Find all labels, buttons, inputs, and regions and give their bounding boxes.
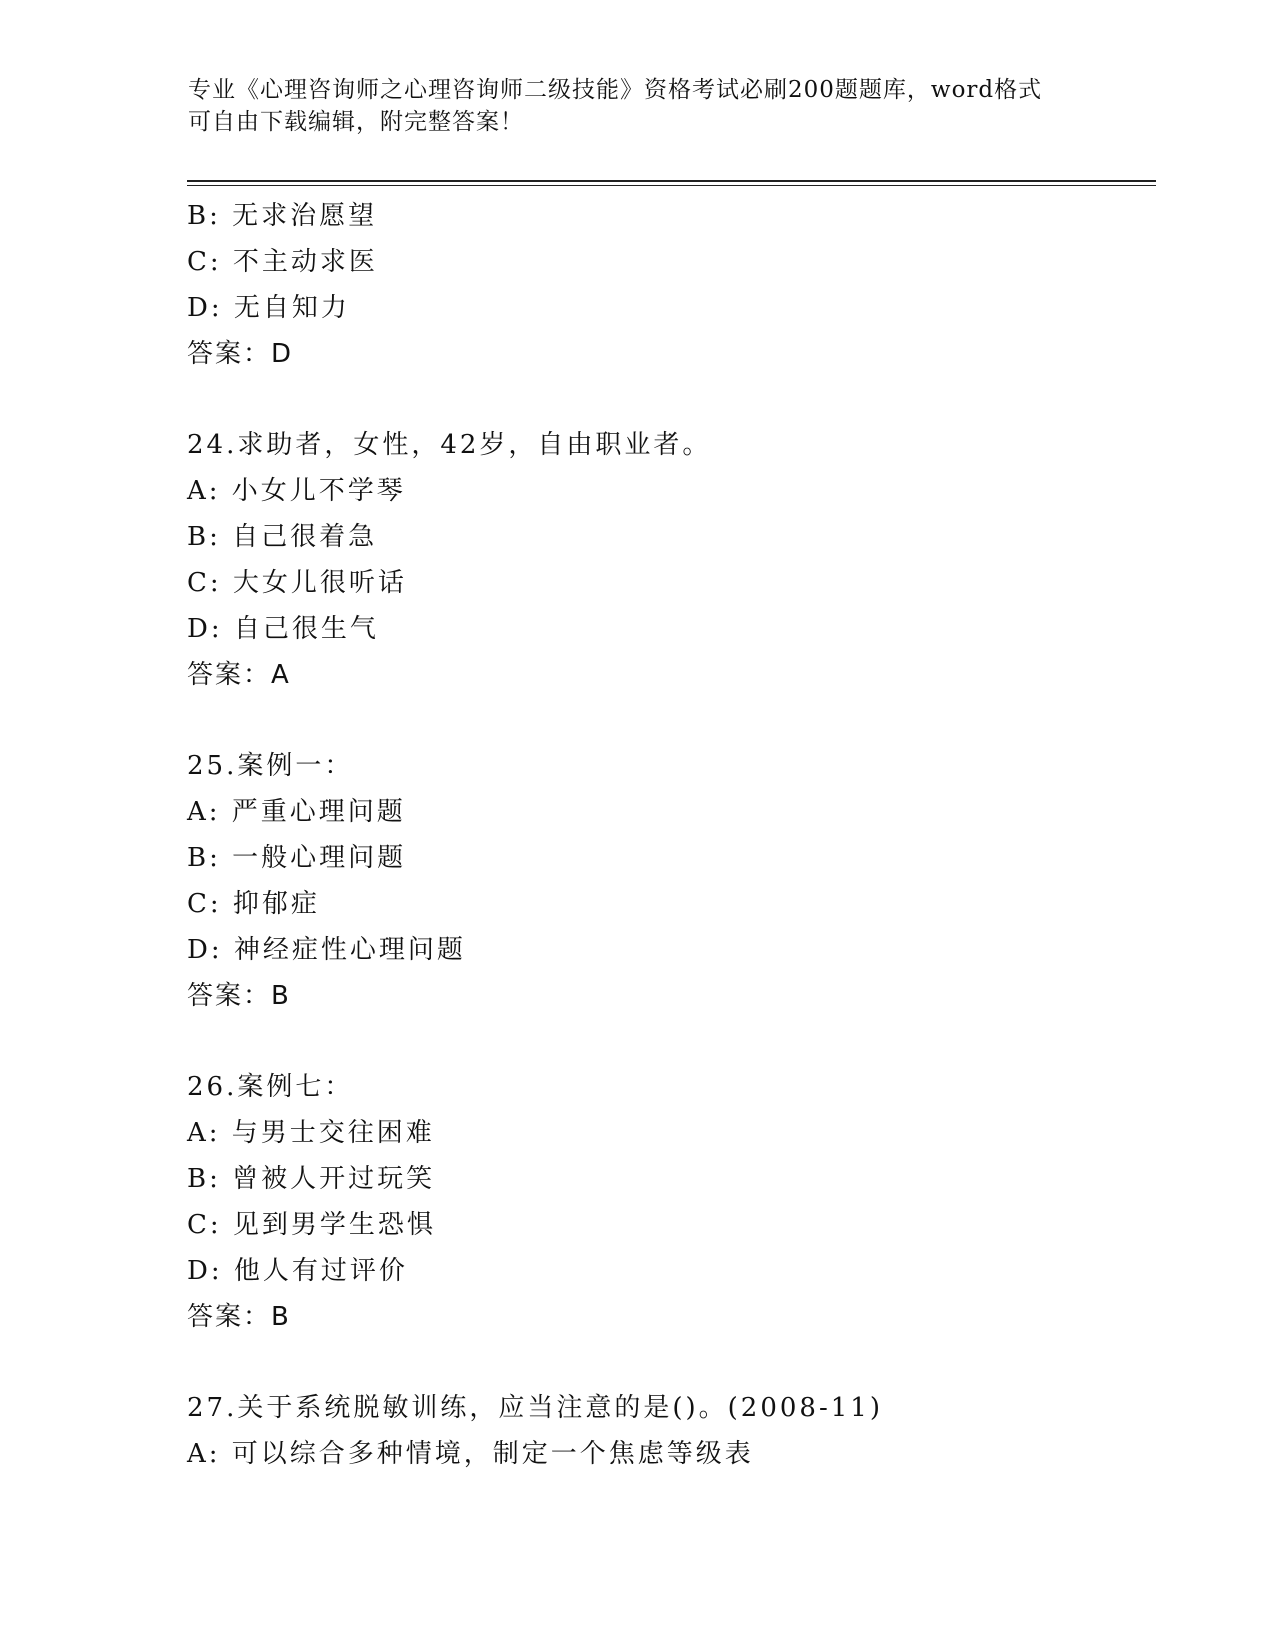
option-a: A: 小女儿不学琴 xyxy=(187,476,406,506)
question-23-tail xyxy=(187,193,1127,377)
question-27 xyxy=(187,1385,1127,1477)
question-spacer xyxy=(187,698,1127,743)
option-b: B: 一般心理问题 xyxy=(187,843,407,873)
document-header xyxy=(188,74,1088,138)
header-divider-thick xyxy=(187,180,1156,182)
option-c: C: 见到男学生恐惧 xyxy=(187,1210,436,1240)
header-title-line-1: 专业《心理咨询师之心理咨询师二级技能》资格考试必刷200题题库，word格式 xyxy=(188,77,1043,103)
answer-line: 答案：D xyxy=(187,339,294,369)
option-a: A: 与男士交往困难 xyxy=(187,1118,435,1148)
option-c: C: 不主动求医 xyxy=(187,247,378,277)
option-c: C: 抑郁症 xyxy=(187,889,320,919)
option-a: A: 可以综合多种情境，制定一个焦虑等级表 xyxy=(187,1439,754,1469)
answer-line: 答案：B xyxy=(187,1302,291,1332)
header-divider-thin xyxy=(187,185,1156,186)
option-b: B: 无求治愿望 xyxy=(187,201,378,231)
option-d: D: 无自知力 xyxy=(187,293,350,323)
question-spacer xyxy=(187,377,1127,422)
option-d: D: 他人有过评价 xyxy=(187,1256,408,1286)
option-c: C: 大女儿很听话 xyxy=(187,568,407,598)
option-d: D: 自己很生气 xyxy=(187,614,379,644)
question-25 xyxy=(187,743,1127,1019)
question-spacer xyxy=(187,1019,1127,1064)
question-stem: 24.求助者，女性，42岁，自由职业者。 xyxy=(187,430,712,460)
question-stem: 27.关于系统脱敏训练，应当注意的是()。(2008-11) xyxy=(187,1393,883,1423)
option-a: A: 严重心理问题 xyxy=(187,797,406,827)
option-b: B: 曾被人开过玩笑 xyxy=(187,1164,436,1194)
option-b: B: 自己很着急 xyxy=(187,522,378,552)
question-spacer xyxy=(187,1340,1127,1385)
header-title-line-2: 可自由下载编辑，附完整答案！ xyxy=(188,109,524,135)
question-stem: 25.案例一： xyxy=(187,751,354,781)
question-26 xyxy=(187,1064,1127,1340)
question-24 xyxy=(187,422,1127,698)
question-stem: 26.案例七： xyxy=(187,1072,354,1102)
answer-line: 答案：A xyxy=(187,660,291,690)
question-list xyxy=(187,193,1127,1477)
answer-line: 答案：B xyxy=(187,981,291,1011)
option-d: D: 神经症性心理问题 xyxy=(187,935,466,965)
